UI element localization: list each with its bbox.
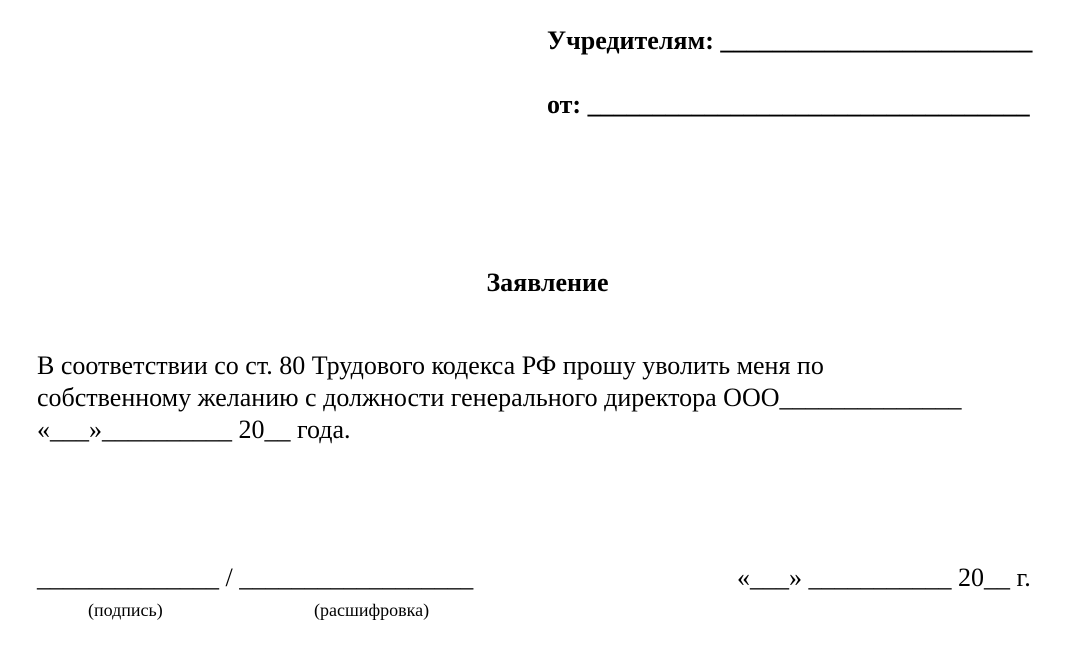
signature-caption: (подпись) <box>88 600 163 620</box>
date-line: «___» ___________ 20__ г. <box>737 563 1031 592</box>
document-title: Заявление <box>486 268 609 297</box>
signature-line: ______________ / __________________ <box>37 563 474 592</box>
sender-line: от: __________________________________ <box>547 90 1030 119</box>
addressee-line: Учредителям: ________________________ <box>547 26 1033 55</box>
decode-caption: (расшифровка) <box>314 600 430 620</box>
body-text-line-1: В соответствии со ст. 80 Трудового кодекса РФ прошу уволить меня по <box>37 351 824 380</box>
body-text-line-2: собственному желанию с должности генерального директора ООО______________ <box>37 383 962 412</box>
body-text-line-3: «___»__________ 20__ года. <box>37 415 351 444</box>
